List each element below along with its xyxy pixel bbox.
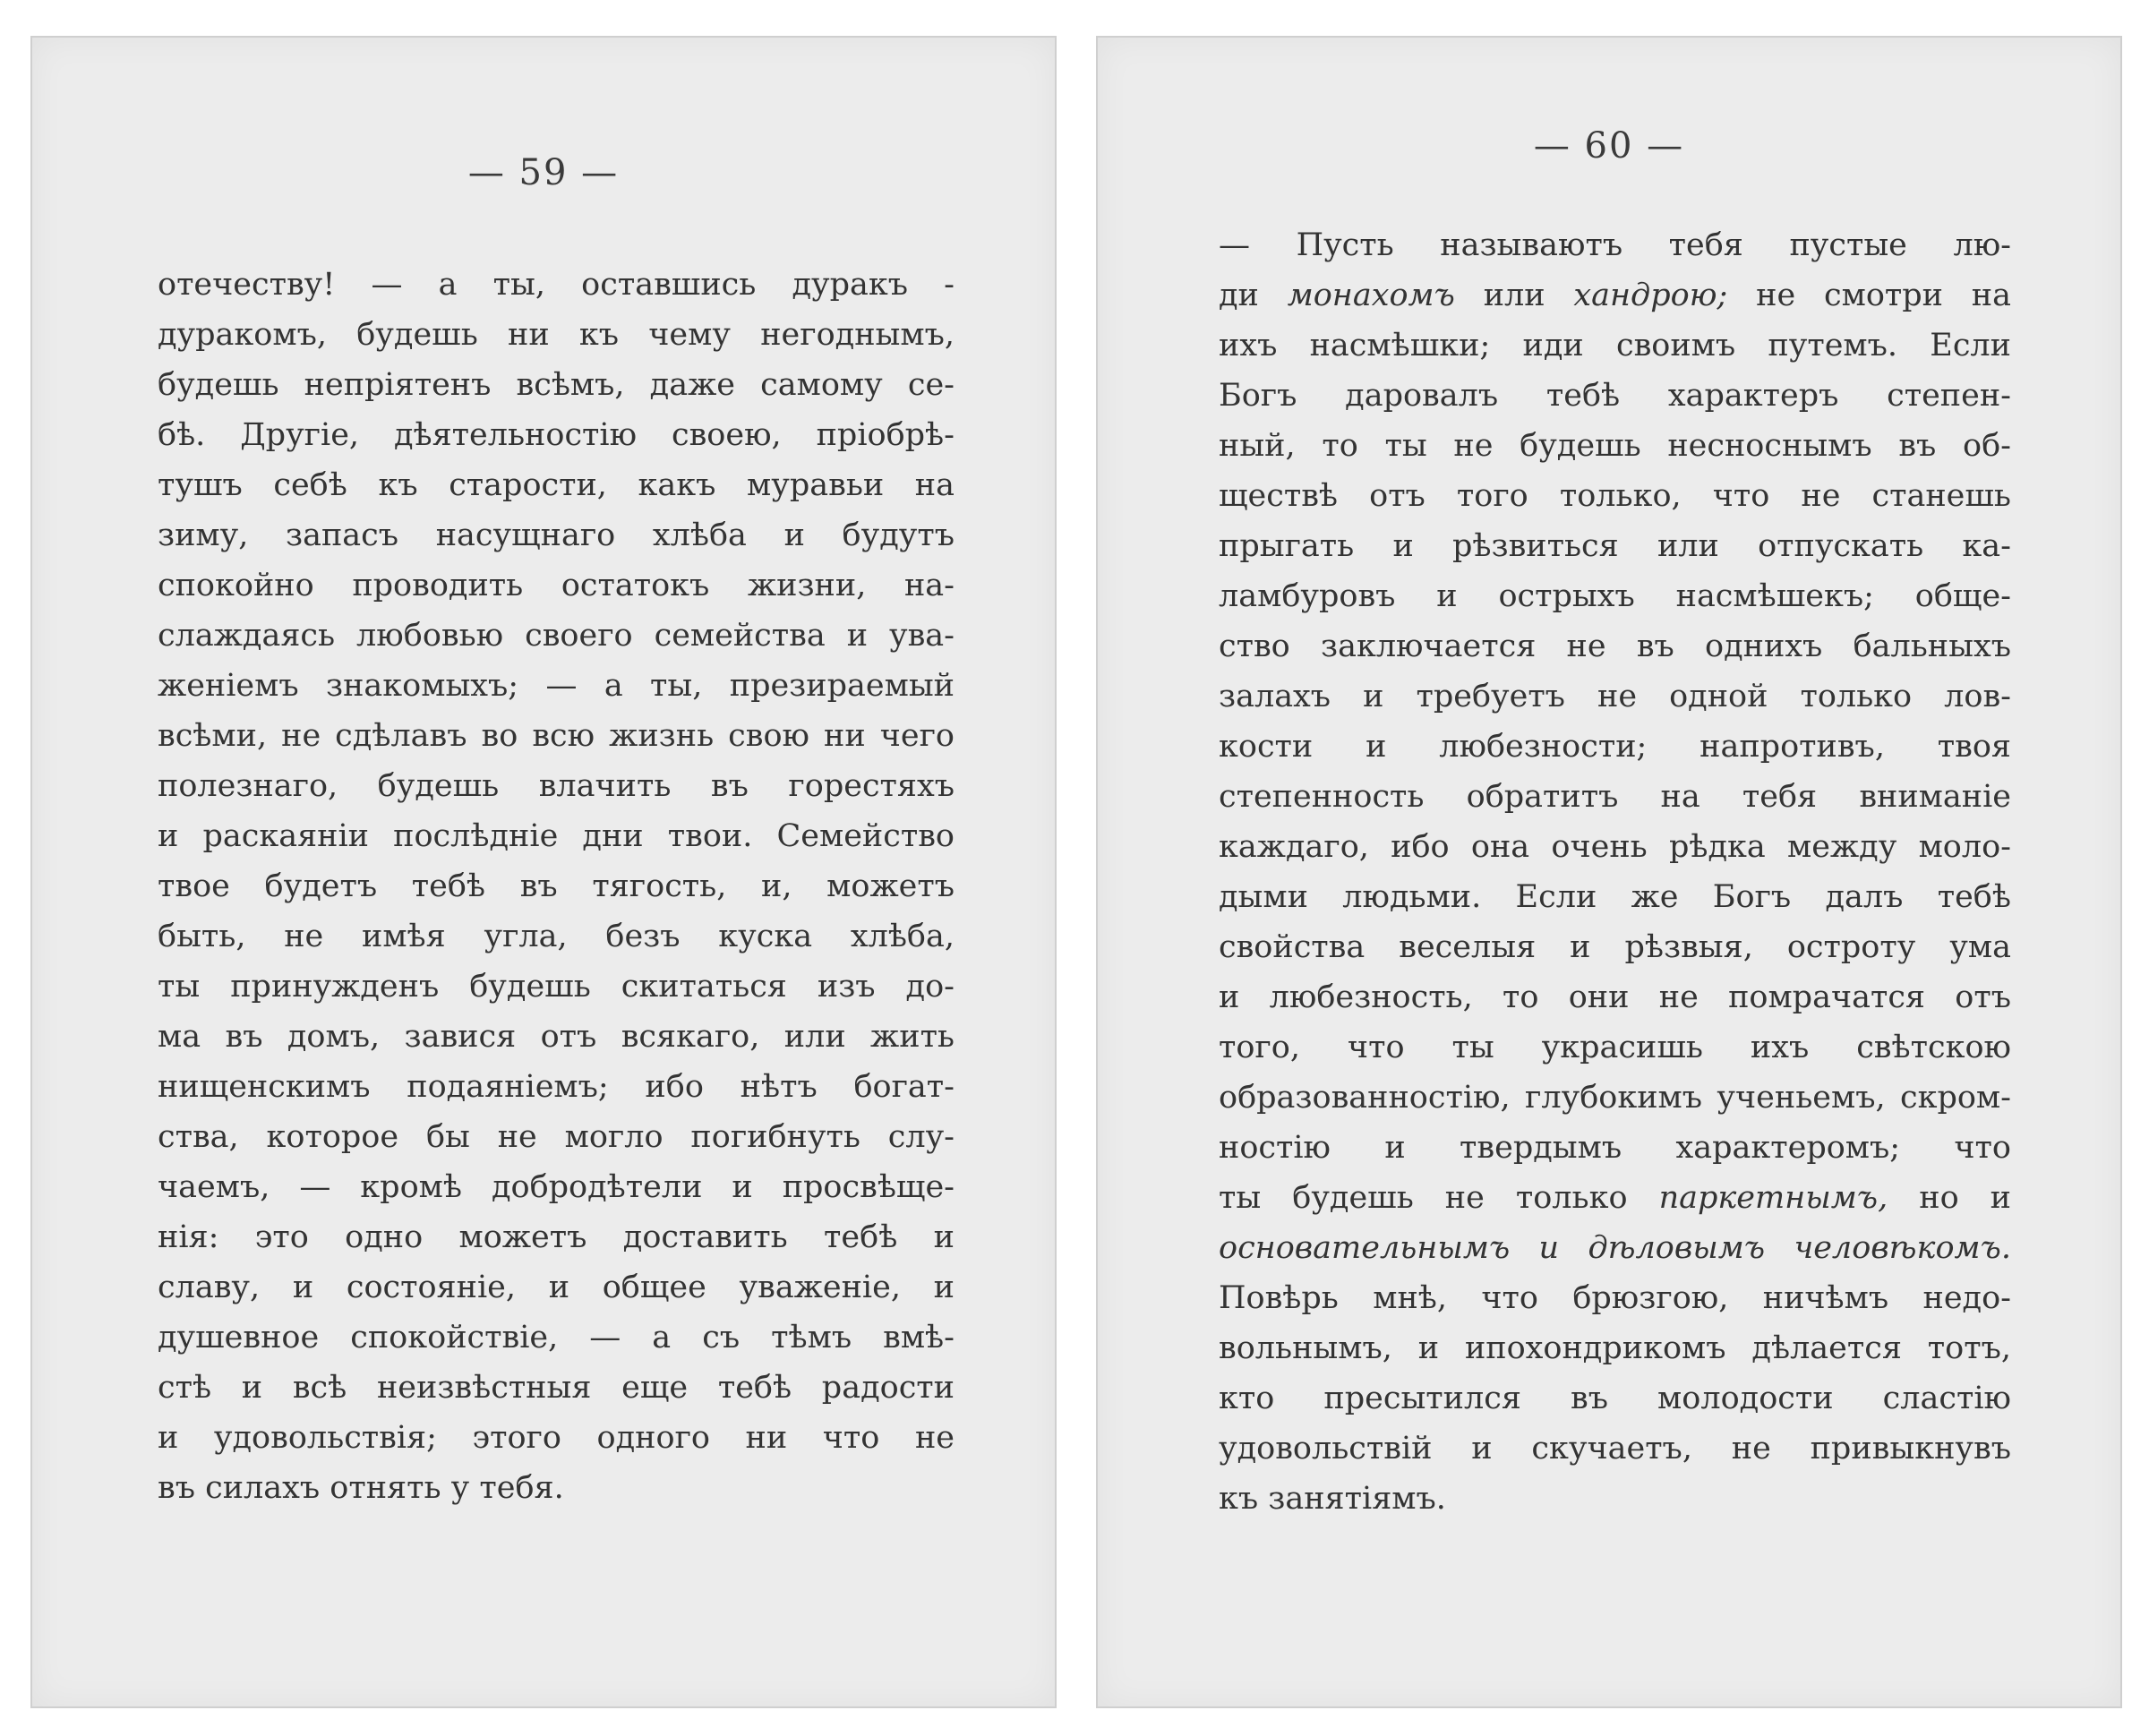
text-line: стѣ и всѣ неизвѣстныя еще тебѣ радости — [158, 1370, 955, 1406]
text-line: кости и любезности; напротивъ, твоя — [1219, 729, 2011, 765]
text-segment: ты будешь не только — [1219, 1180, 1659, 1216]
text-line — [1219, 1223, 2011, 1273]
text-line: Повѣрь мнѣ, что брюзгою, ничѣмъ недо- — [1219, 1280, 2011, 1316]
text-line: ламбуровъ и острыхъ насмѣшекъ; обще- — [1219, 578, 2011, 614]
text-line: зиму, запасъ насущнаго хлѣба и будутъ — [158, 517, 955, 553]
text-line: ма въ домъ, завися отъ всякаго, или жить — [158, 1019, 955, 1055]
page-number: — 60 — — [1533, 125, 1685, 167]
text-line: нищенскимъ подаяніемъ; ибо нѣтъ богат- — [158, 1069, 955, 1105]
text-line: ществѣ отъ того только, что не станешь — [1219, 478, 2011, 514]
page-number: — 59 — — [467, 152, 620, 193]
text-line: степенность обратитъ на тебя вниманіе — [1219, 779, 2011, 815]
text-segment: или — [1454, 278, 1574, 313]
text-line: всѣми, не сдѣлавъ во всю жизнь свою ни чего — [158, 718, 955, 754]
italic-word: хандрою; — [1573, 278, 1728, 313]
page-text — [1219, 220, 2011, 1524]
text-line: вольнымъ, и ипохондрикомъ дѣлается тотъ, — [1219, 1330, 2011, 1366]
text-line: полезнаго, будешь влачить въ горестяхъ — [158, 768, 955, 804]
text-line: — Пусть называютъ тебя пустые лю- — [1219, 227, 2011, 263]
text-line: ты принужденъ будешь скитаться изъ до- — [158, 969, 955, 1005]
text-segment: не смотри на — [1727, 278, 2011, 313]
text-line: каждаго, ибо она очень рѣдка между моло- — [1219, 829, 2011, 865]
text-line: тушъ себѣ къ старости, какъ муравьи на — [158, 467, 955, 503]
text-line: женіемъ знакомыхъ; — а ты, презираемый — [158, 668, 955, 704]
text-line: удовольствій и скучаетъ, не привыкнувъ — [1219, 1431, 2011, 1467]
text-line: душевное спокойствіе, — а съ тѣмъ вмѣ- — [158, 1320, 955, 1355]
text-line: образованностію, глубокимъ ученьемъ, скром- — [1219, 1080, 2011, 1116]
text-line: прыгать и рѣзвиться или отпускать ка- — [1219, 528, 2011, 564]
left-page — [30, 36, 1057, 1708]
text-segment: ди — [1219, 278, 1288, 313]
text-line — [1219, 1173, 2011, 1223]
text-line: ства, которое бы не могло погибнуть слу- — [158, 1119, 955, 1155]
italic-word: монахомъ — [1287, 278, 1455, 313]
text-line: и удовольствія; этого одного ни что не — [158, 1420, 955, 1456]
text-line: того, что ты украсишь ихъ свѣтскою — [1219, 1030, 2011, 1065]
text-line: дыми людьми. Если же Богъ далъ тебѣ — [1219, 879, 2011, 915]
text-line: слаждаясь любовью своего семейства и ува- — [158, 618, 955, 654]
text-line: спокойно проводить остатокъ жизни, на- — [158, 568, 955, 603]
text-line: ностію и твердымъ характеромъ; что — [1219, 1130, 2011, 1166]
text-line: ство заключается не въ однихъ бальныхъ — [1219, 629, 2011, 664]
text-line: ный, то ты не будешь несноснымъ въ об- — [1219, 428, 2011, 464]
text-line: дуракомъ, будешь ни къ чему негоднымъ, — [158, 317, 955, 353]
text-line: отечеству! — а ты, оставшись дуракъ - — [158, 267, 955, 303]
text-line: кто пресытился въ молодости сластію — [1219, 1381, 2011, 1416]
text-line: къ занятіямъ. — [1219, 1481, 1446, 1517]
text-line: нія: это одно можетъ доставить тебѣ и — [158, 1219, 955, 1255]
text-line: въ силахъ отнять у тебя. — [158, 1470, 564, 1506]
page-text — [158, 260, 955, 1513]
text-line: и любезность, то они не помрачатся отъ — [1219, 979, 2011, 1015]
text-line: твое будетъ тебѣ въ тягость, и, можетъ — [158, 868, 955, 904]
text-line: ихъ насмѣшки; иди своимъ путемъ. Если — [1219, 328, 2011, 363]
text-line: славу, и состояніе, и общее уваженіе, и — [158, 1270, 955, 1305]
text-line: и раскаяніи послѣдніе дни твои. Семейство — [158, 818, 955, 854]
text-line: бѣ. Другіе, дѣятельностію своею, пріобрѣ- — [158, 417, 955, 453]
text-line: свойства веселыя и рѣзвыя, остроту ума — [1219, 929, 2011, 965]
text-line: будешь непріятенъ всѣмъ, даже самому се- — [158, 367, 955, 403]
text-line: Богъ даровалъ тебѣ характеръ степен- — [1219, 378, 2011, 414]
text-line: залахъ и требуетъ не одной только лов- — [1219, 679, 2011, 714]
right-page — [1096, 36, 2122, 1708]
text-line: быть, не имѣя угла, безъ куска хлѣба, — [158, 919, 955, 954]
italic-word: паркетнымъ, — [1658, 1180, 1888, 1216]
text-line — [1219, 270, 2011, 321]
italic-phrase: основательнымъ и дѣловымъ человѣкомъ. — [1219, 1230, 2011, 1266]
text-segment: но и — [1888, 1180, 2011, 1216]
text-line: чаемъ, — кромѣ добродѣтели и просвѣще- — [158, 1169, 955, 1205]
